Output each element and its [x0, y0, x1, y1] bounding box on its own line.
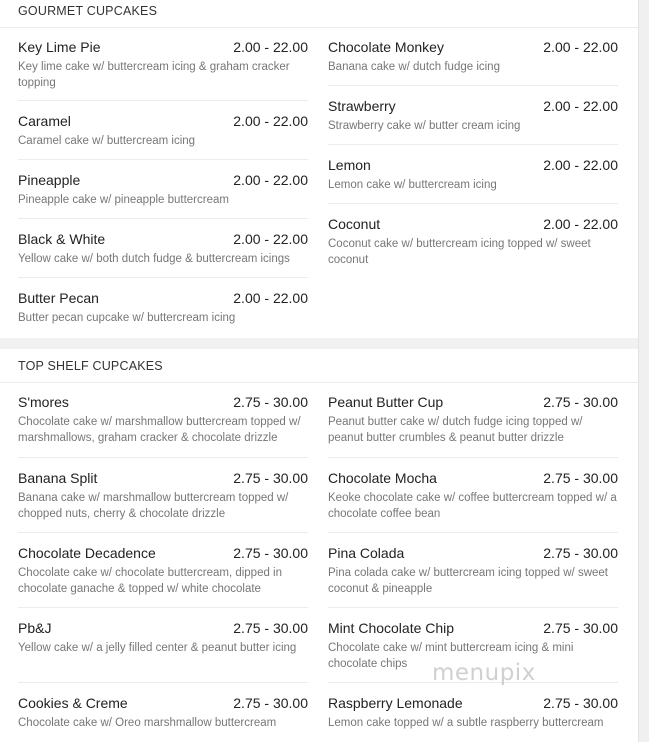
item-name: Chocolate Decadence — [18, 545, 156, 561]
item-description: Lemon cake w/ buttercream icing — [328, 179, 497, 191]
section-gourmet-cupcakes — [0, 0, 638, 338]
menu-item[interactable] — [328, 28, 618, 86]
item-price: 2.00 - 22.00 — [233, 113, 308, 129]
scrollbar-track[interactable] — [638, 0, 649, 742]
item-price: 2.00 - 22.00 — [543, 39, 618, 55]
item-price: 2.75 - 30.00 — [233, 545, 308, 561]
item-description: Keoke chocolate cake w/ coffee buttercream topped w/ a chocolate coffee bean — [328, 492, 617, 520]
item-name: Banana Split — [18, 470, 98, 486]
item-price: 2.00 - 22.00 — [543, 216, 618, 232]
item-name: Black & White — [18, 231, 106, 247]
item-description: Peanut butter cake w/ dutch fudge icing topped w/ peanut butter crumbles & peanut butter drizzle — [328, 416, 583, 444]
item-name: Pineapple — [18, 172, 81, 188]
item-price: 2.75 - 30.00 — [543, 545, 618, 561]
section-title: TOP SHELF CUPCAKES — [0, 349, 638, 383]
item-description: Chocolate cake w/ mint buttercream icing & mini chocolate chips — [328, 642, 574, 670]
item-name: Pb&J — [18, 620, 52, 636]
menu-item[interactable] — [18, 533, 308, 608]
item-description: Caramel cake w/ buttercream icing — [18, 135, 196, 147]
item-name: Lemon — [328, 157, 371, 173]
item-price: 2.75 - 30.00 — [543, 695, 618, 711]
item-price: 2.75 - 30.00 — [543, 620, 618, 636]
item-name: Chocolate Monkey — [328, 39, 444, 55]
menu-item[interactable] — [328, 683, 618, 742]
item-name: Mint Chocolate Chip — [328, 620, 455, 636]
item-description: Lemon cake topped w/ a subtle raspberry buttercream — [328, 717, 604, 729]
item-description: Butter pecan cupcake w/ buttercream icing — [18, 312, 236, 324]
right-column — [328, 383, 618, 742]
item-price: 2.00 - 22.00 — [233, 290, 308, 306]
item-price: 2.00 - 22.00 — [233, 172, 308, 188]
section-top-shelf-cupcakes — [0, 349, 638, 742]
item-description: Banana cake w/ marshmallow buttercream topped w/ chopped nuts, cherry & chocolate drizzle — [18, 492, 289, 520]
right-column — [328, 28, 618, 279]
item-description: Banana cake w/ dutch fudge icing — [328, 61, 500, 73]
item-name: Chocolate Mocha — [328, 470, 437, 486]
item-price: 2.75 - 30.00 — [233, 470, 308, 486]
item-price: 2.00 - 22.00 — [543, 98, 618, 114]
menu-item[interactable] — [18, 383, 308, 458]
item-name: S'mores — [18, 394, 69, 410]
item-price: 2.75 - 30.00 — [543, 470, 618, 486]
item-name: Strawberry — [328, 98, 396, 114]
item-description: Strawberry cake w/ butter cream icing — [328, 120, 521, 132]
section-title: GOURMET CUPCAKES — [0, 0, 638, 28]
item-description: Yellow cake w/ both dutch fudge & buttercream icings — [18, 253, 290, 265]
item-description: Pineapple cake w/ pineapple buttercream — [18, 194, 229, 206]
item-description: Chocolate cake w/ chocolate buttercream, dipped in chocolate ganache & topped w/ white chocolate — [18, 567, 283, 595]
item-description: Key lime cake w/ buttercream icing & graham cracker topping — [18, 61, 290, 89]
menu-item[interactable] — [328, 533, 618, 608]
menupix-watermark: menupix — [432, 660, 536, 686]
menu-item[interactable] — [328, 458, 618, 533]
item-name: Butter Pecan — [18, 290, 99, 306]
item-price: 2.75 - 30.00 — [233, 394, 308, 410]
item-price: 2.00 - 22.00 — [233, 231, 308, 247]
menu-item[interactable] — [328, 145, 618, 204]
menu-item[interactable] — [18, 101, 308, 160]
item-name: Cookies & Creme — [18, 695, 128, 711]
item-price: 2.75 - 30.00 — [543, 394, 618, 410]
menu-item[interactable] — [328, 204, 618, 279]
item-name: Caramel — [18, 113, 71, 129]
menu-item[interactable] — [328, 383, 618, 458]
item-price: 2.00 - 22.00 — [543, 157, 618, 173]
menu-item[interactable] — [18, 683, 308, 742]
item-price: 2.75 - 30.00 — [233, 695, 308, 711]
item-price: 2.75 - 30.00 — [233, 620, 308, 636]
item-name: Raspberry Lemonade — [328, 695, 463, 711]
item-name: Coconut — [328, 216, 381, 232]
item-description: Chocolate cake w/ marshmallow buttercream topped w/ marshmallows, graham cracker & chocolate drizzle — [18, 416, 301, 444]
left-column — [18, 383, 308, 742]
menu-item[interactable] — [18, 608, 308, 683]
menu-item[interactable] — [18, 458, 308, 533]
item-price: 2.00 - 22.00 — [233, 39, 308, 55]
item-description: Chocolate cake w/ Oreo marshmallow buttercream — [18, 717, 277, 729]
item-description: Pina colada cake w/ buttercream icing topped w/ sweet coconut & pineapple — [328, 567, 608, 595]
menu-item[interactable] — [18, 219, 308, 278]
item-name: Peanut Butter Cup — [328, 394, 444, 410]
menu-item[interactable] — [18, 278, 308, 337]
menu-item[interactable] — [18, 160, 308, 219]
item-name: Key Lime Pie — [18, 39, 101, 55]
item-name: Pina Colada — [328, 545, 405, 561]
menu-item[interactable] — [328, 86, 618, 145]
item-description: Coconut cake w/ buttercream icing topped w/ sweet coconut — [328, 238, 591, 266]
menu-item[interactable] — [18, 28, 308, 101]
item-description: Yellow cake w/ a jelly filled center & peanut butter icing — [18, 642, 297, 654]
left-column — [18, 28, 308, 337]
